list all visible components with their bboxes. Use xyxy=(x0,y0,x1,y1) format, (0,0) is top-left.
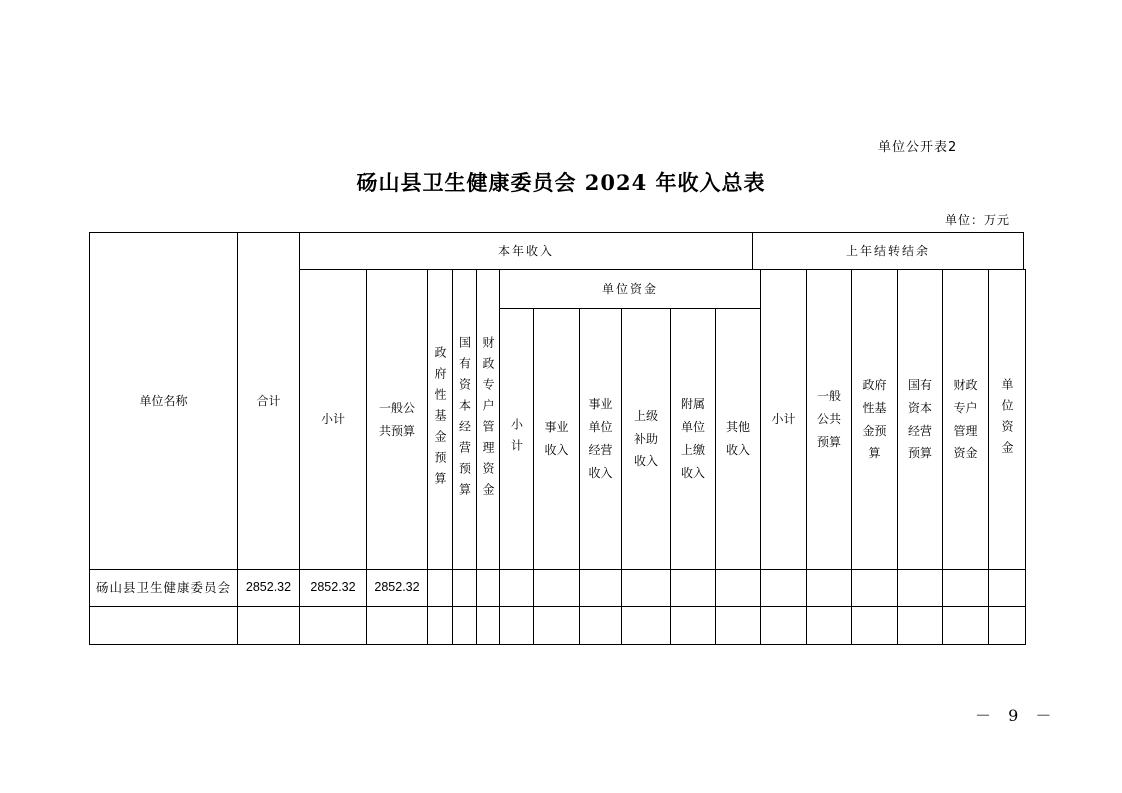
header-cv-unit-funds: 单位资金 xyxy=(988,269,1026,570)
header-unit-name: 单位名称 xyxy=(89,232,238,570)
value-cell xyxy=(427,606,453,645)
value-cell: 2852.32 xyxy=(366,569,428,607)
value-cell xyxy=(621,569,671,607)
unit-name-cell xyxy=(89,606,238,645)
value-cell xyxy=(806,569,852,607)
value-cell xyxy=(499,569,534,607)
header-cv-gov-fund: 政府性基金预算 xyxy=(851,269,898,570)
value-cell xyxy=(988,606,1026,645)
header-cv-general-budget: 一般公共预算 xyxy=(806,269,852,570)
value-cell xyxy=(452,569,477,607)
header-ty-fiscal-special: 财政专户管理资金 xyxy=(476,269,500,570)
unit-name-cell: 砀山县卫生健康委员会 xyxy=(89,569,238,607)
page-title: 砀山县卫生健康委员会 2024 年收入总表 xyxy=(356,170,766,195)
value-cell xyxy=(670,569,716,607)
value-cell: 2852.32 xyxy=(237,569,300,607)
value-cell xyxy=(499,606,534,645)
value-cell xyxy=(237,606,300,645)
header-cv-subtotal: 小计 xyxy=(760,269,807,570)
header-uf-business-operation: 事业单位经营收入 xyxy=(579,308,622,570)
value-cell xyxy=(988,569,1026,607)
unit-label: 单位：万元 xyxy=(945,213,1011,227)
value-cell xyxy=(760,606,807,645)
value-cell xyxy=(476,606,500,645)
header-uf-affiliated-remit: 附属单位上缴收入 xyxy=(670,308,716,570)
value-cell: 2852.32 xyxy=(299,569,367,607)
header-cv-fiscal-special: 财政专户管理资金 xyxy=(942,269,989,570)
value-cell xyxy=(427,569,453,607)
header-unit-funds: 单位资金 xyxy=(499,269,761,309)
value-cell xyxy=(806,606,852,645)
value-cell xyxy=(897,569,943,607)
header-total: 合计 xyxy=(237,232,300,570)
value-cell xyxy=(897,606,943,645)
value-cell xyxy=(851,606,898,645)
value-cell xyxy=(715,569,761,607)
value-cell xyxy=(715,606,761,645)
header-ty-general-budget: 一般公共预算 xyxy=(366,269,428,570)
header-ty-state-capital: 国有资本经营预算 xyxy=(452,269,477,570)
table-number-label: 单位公开表2 xyxy=(878,140,958,155)
value-cell xyxy=(621,606,671,645)
value-cell xyxy=(533,606,580,645)
header-uf-superior-subsidy: 上级补助收入 xyxy=(621,308,671,570)
header-uf-subtotal: 小计 xyxy=(499,308,534,570)
value-cell xyxy=(670,606,716,645)
header-this-year-income: 本年收入 xyxy=(299,232,753,270)
value-cell xyxy=(760,569,807,607)
header-uf-other-income: 其他收入 xyxy=(715,308,761,570)
value-cell xyxy=(579,569,622,607)
value-cell xyxy=(533,569,580,607)
header-cv-state-capital: 国有资本经营预算 xyxy=(897,269,943,570)
header-carryover: 上年结转结余 xyxy=(752,232,1024,270)
value-cell xyxy=(452,606,477,645)
value-cell xyxy=(299,606,367,645)
value-cell xyxy=(942,569,989,607)
header-ty-subtotal: 小计 xyxy=(299,269,367,570)
value-cell xyxy=(366,606,428,645)
page-number: － 9 － xyxy=(975,706,1058,725)
value-cell xyxy=(851,569,898,607)
value-cell xyxy=(942,606,989,645)
header-uf-business-income: 事业收入 xyxy=(533,308,580,570)
value-cell xyxy=(476,569,500,607)
value-cell xyxy=(579,606,622,645)
header-ty-gov-fund: 政府性基金预算 xyxy=(427,269,453,570)
